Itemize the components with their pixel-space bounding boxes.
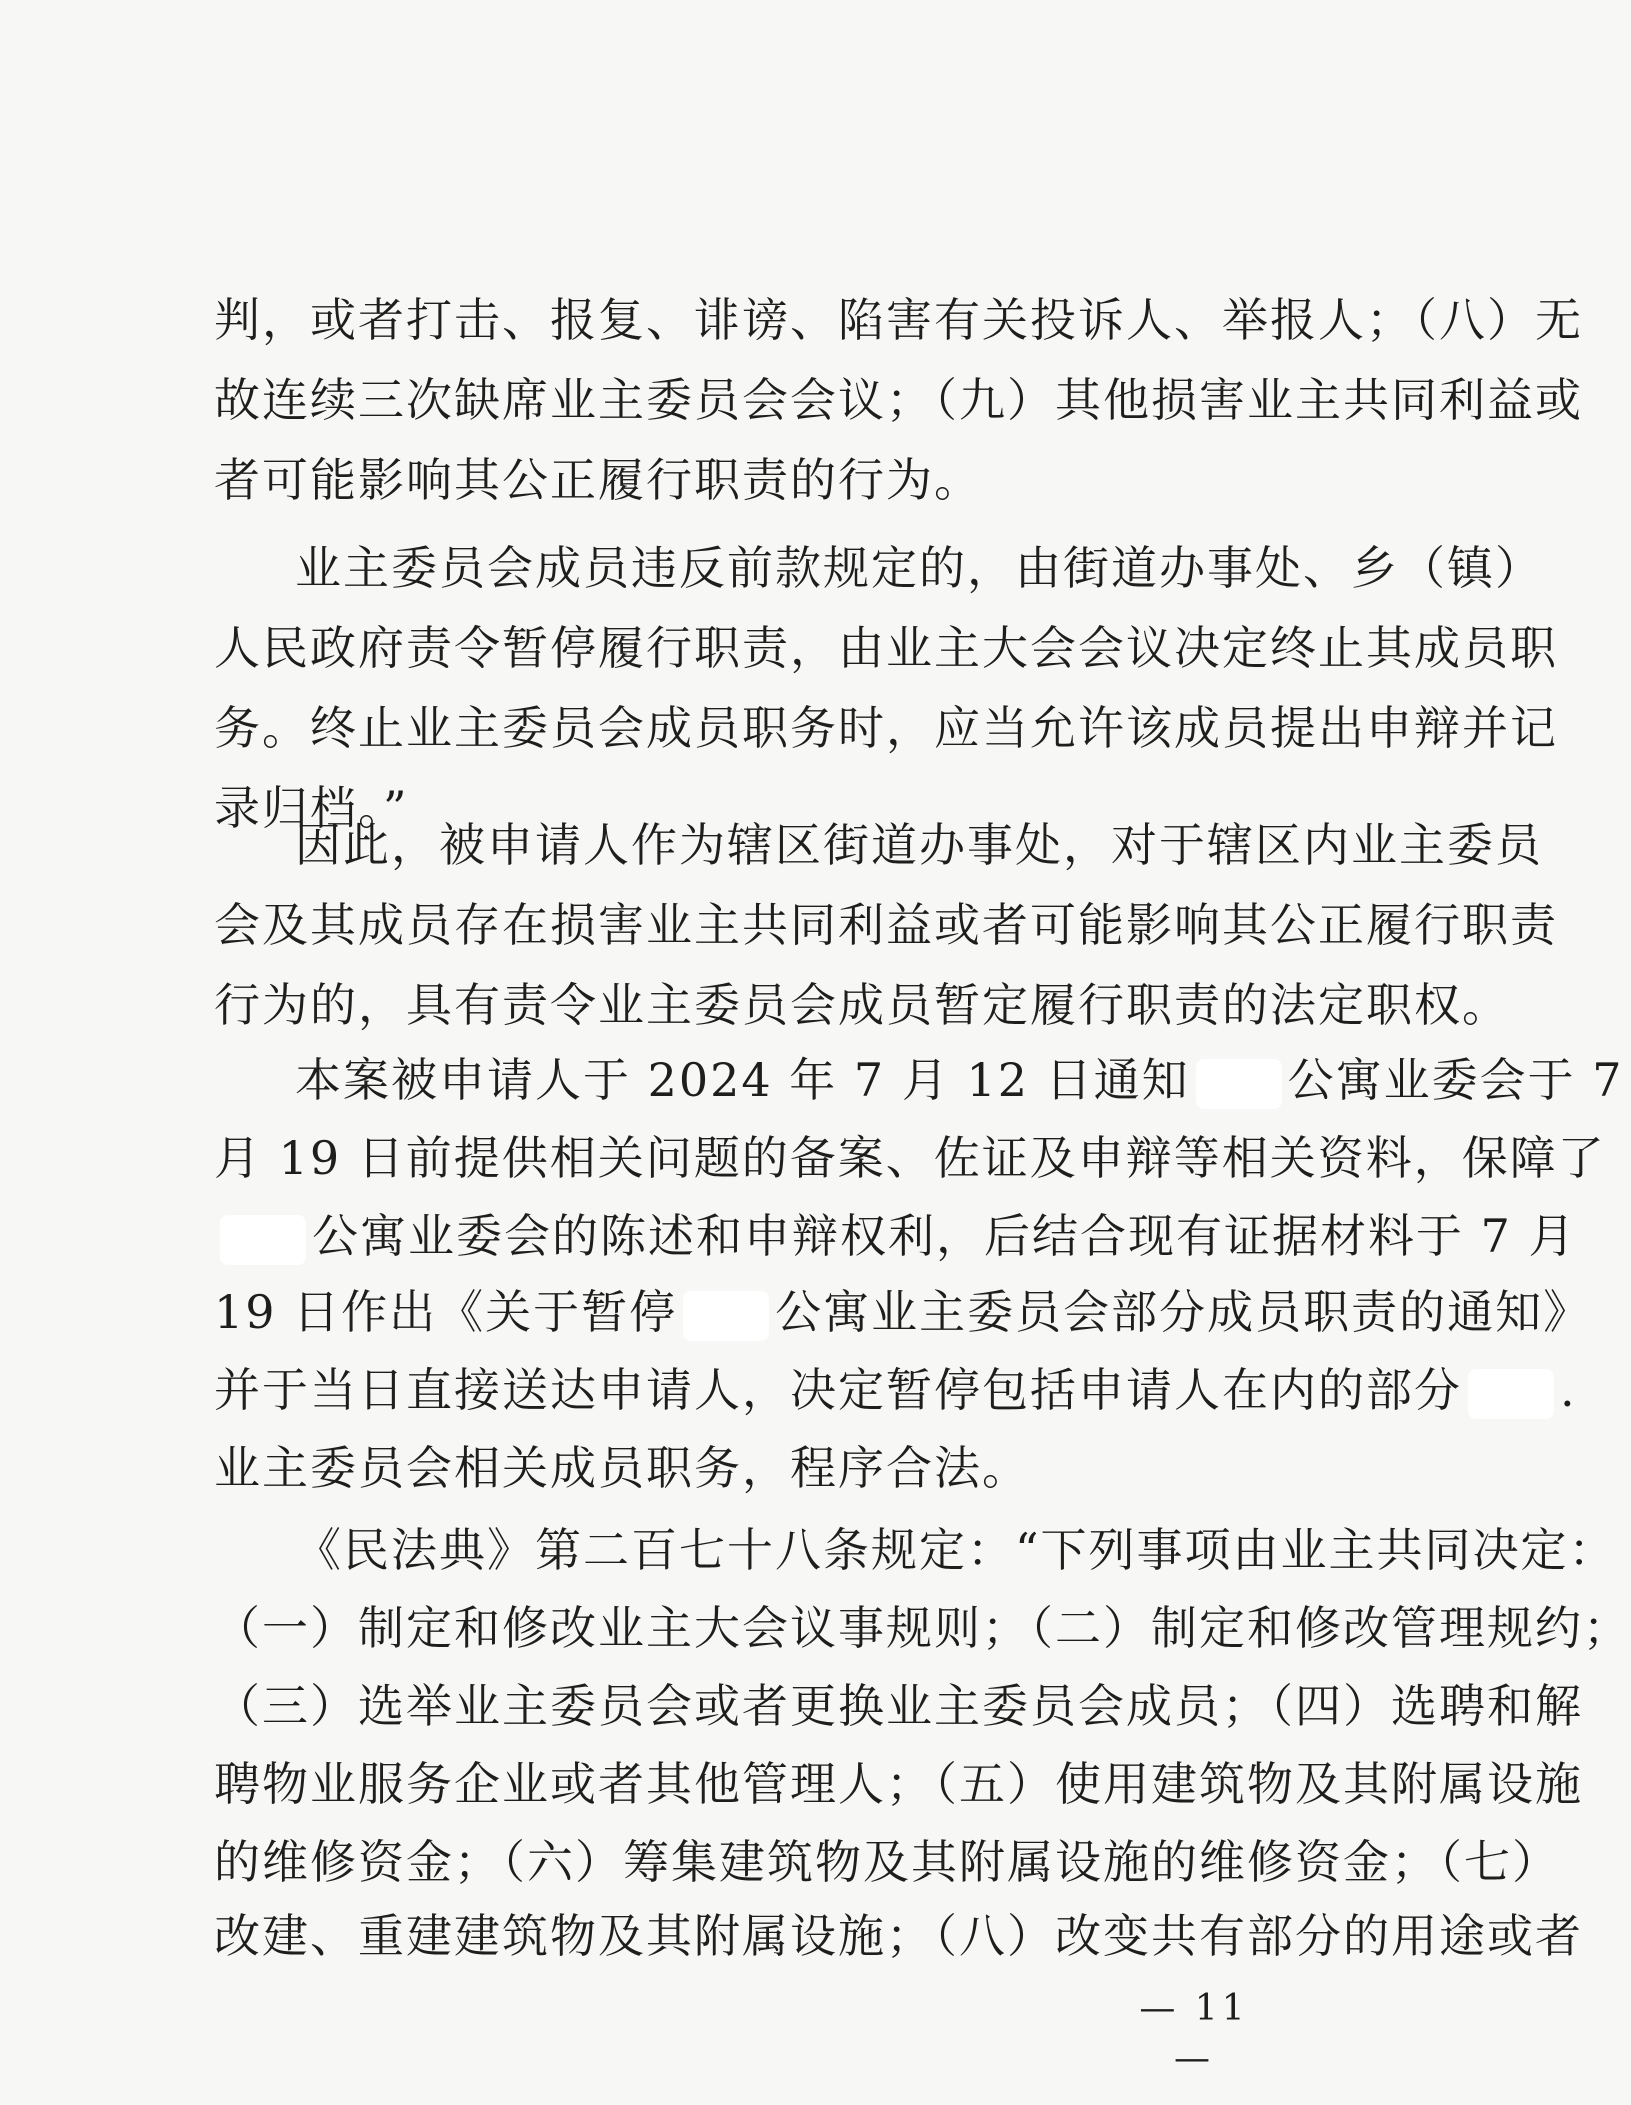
page-number: — 11 — xyxy=(1139,1988,1249,2079)
text-line xyxy=(214,1196,1577,1276)
text-line: 聘物业服务企业或者其他管理人；（五）使用建筑物及其附属设施 xyxy=(214,1757,1583,1811)
text-line: 因此，被申请人作为辖区街道办事处，对于辖区内业主委员 xyxy=(295,818,1543,872)
text-line: 的维修资金；（六）筹集建筑物及其附属设施的维修资金；（七） xyxy=(214,1835,1560,1889)
text-line: 月 19 日前提供相关问题的备案、佐证及申辩等相关资料，保障了 xyxy=(214,1131,1606,1185)
text-line: 人民政府责令暂停履行职责，由业主大会会议决定终止其成员职 xyxy=(214,621,1558,675)
text-line xyxy=(214,1350,1577,1430)
text-line: 改建、重建建筑物及其附属设施；（八）改变共有部分的用途或者 xyxy=(214,1909,1583,1963)
text-segment: . xyxy=(1560,1363,1577,1417)
text-segment: 本案被申请人于 2024 年 7 月 12 日通知 xyxy=(295,1053,1190,1107)
text-segment: 公寓业主委员会部分成员职责的通知》 xyxy=(775,1285,1592,1339)
text-line: （一）制定和修改业主大会议事规则；（二）制定和修改管理规约； xyxy=(214,1601,1631,1655)
text-line: 《民法典》第二百七十八条规定：“下列事项由业主共同决定： xyxy=(295,1523,1617,1577)
text-line: 者可能影响其公正履行职责的行为。 xyxy=(214,453,982,507)
text-line: 业主委员会成员违反前款规定的，由街道办事处、乡（镇） xyxy=(295,541,1543,595)
redaction-box xyxy=(1196,1059,1282,1109)
text-line: 务。终止业主委员会成员职务时，应当允许该成员提出申辩并记 xyxy=(214,701,1558,755)
redaction-box xyxy=(1468,1369,1554,1419)
text-segment: 公寓业委会的陈述和申辩权利，后结合现有证据材料于 7 月 xyxy=(312,1209,1577,1263)
text-line: 判，或者打击、报复、诽谤、陷害有关投诉人、举报人；（八）无 xyxy=(214,293,1583,347)
text-segment: 公寓业委会于 7 xyxy=(1287,1053,1624,1107)
text-segment: 并于当日直接送达申请人，决定暂停包括申请人在内的部分 xyxy=(214,1363,1462,1417)
text-line xyxy=(214,1272,1592,1352)
redaction-box xyxy=(220,1215,306,1265)
text-line: 录归档。” xyxy=(214,781,409,835)
text-line: 业主委员会相关成员职务，程序合法。 xyxy=(214,1441,1030,1495)
text-line xyxy=(295,1040,1624,1120)
text-line: （三）选举业主委员会或者更换业主委员会成员；（四）选聘和解 xyxy=(214,1679,1583,1733)
text-line: 会及其成员存在损害业主共同利益或者可能影响其公正履行职责 xyxy=(214,898,1558,952)
redaction-box xyxy=(683,1291,769,1341)
text-line: 故连续三次缺席业主委员会会议；（九）其他损害业主共同利益或 xyxy=(214,373,1583,427)
text-line: 行为的，具有责令业主委员会成员暂定履行职责的法定职权。 xyxy=(214,978,1510,1032)
text-segment: 19 日作出《关于暂停 xyxy=(214,1285,678,1339)
